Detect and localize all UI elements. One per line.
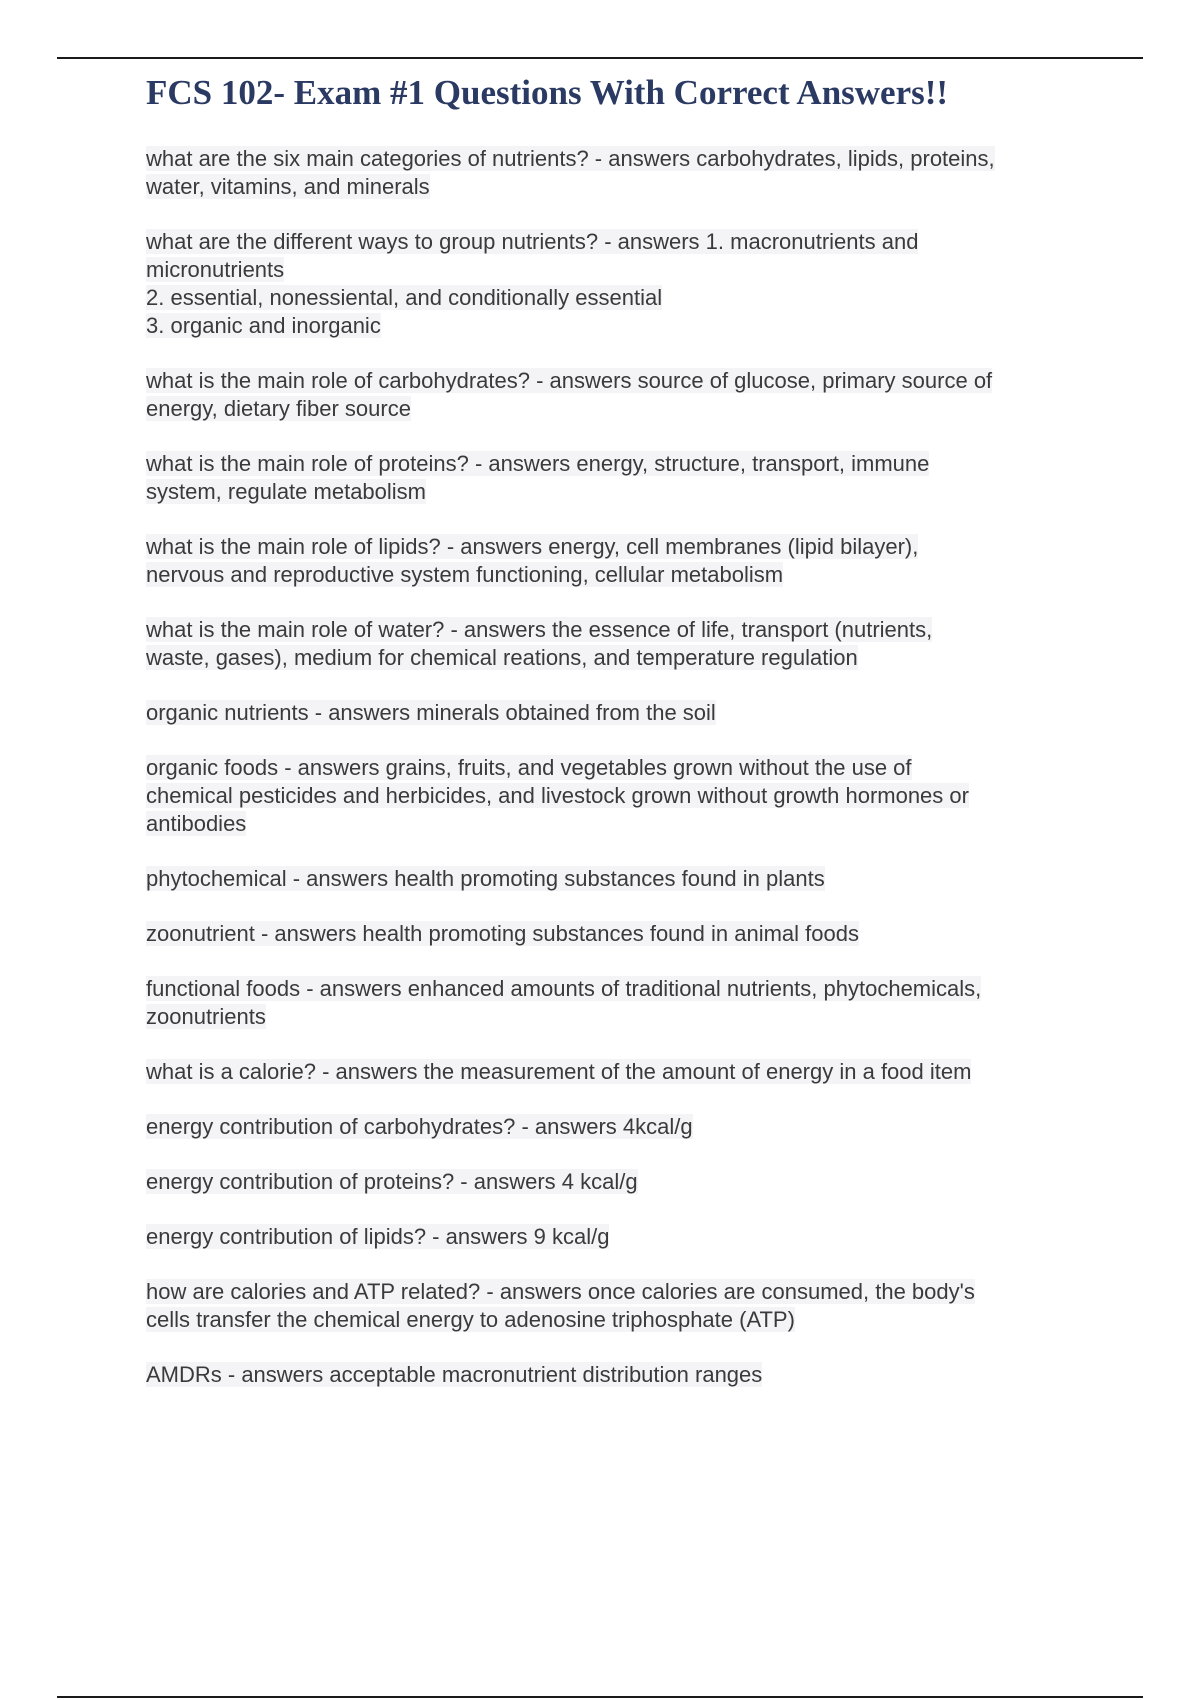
- qa-line-text: micronutrients: [146, 257, 285, 282]
- qa-line: [146, 395, 1096, 423]
- qa-line-text: energy contribution of carbohydrates? - answers 4kcal/g: [146, 1114, 693, 1139]
- qa-line-text: what is the main role of carbohydrates? - answers source of glucose, primary source of: [146, 368, 993, 393]
- qa-entry: [146, 1361, 1096, 1389]
- qa-entry: [146, 1278, 1096, 1334]
- qa-line-text: organic nutrients - answers minerals obtained from the soil: [146, 700, 716, 725]
- qa-entry: [146, 1113, 1096, 1141]
- qa-line-text: zoonutrients: [146, 1004, 266, 1029]
- qa-line: [146, 1278, 1096, 1306]
- qa-line-text: organic foods - answers grains, fruits, and vegetables grown without the use of: [146, 755, 912, 780]
- qa-list: [146, 145, 1096, 1416]
- top-rule: [57, 57, 1143, 59]
- qa-line-text: zoonutrient - answers health promoting substances found in animal foods: [146, 921, 859, 946]
- qa-line-text: energy, dietary fiber source: [146, 396, 411, 421]
- qa-entry: [146, 450, 1096, 506]
- qa-line-text: system, regulate metabolism: [146, 479, 426, 504]
- bottom-rule: [57, 1696, 1143, 1698]
- qa-line-text: antibodies: [146, 811, 247, 836]
- qa-entry: [146, 145, 1096, 201]
- document-title: FCS 102- Exam #1 Questions With Correct Answers!!: [146, 73, 949, 112]
- qa-line-text: cells transfer the chemical energy to adenosine triphosphate (ATP): [146, 1307, 795, 1332]
- qa-line: [146, 478, 1096, 506]
- qa-entry: [146, 228, 1096, 340]
- qa-line-text: chemical pesticides and herbicides, and livestock grown without growth hormones or: [146, 783, 969, 808]
- qa-line-text: functional foods - answers enhanced amounts of traditional nutrients, phytochemicals,: [146, 976, 982, 1001]
- qa-entry: [146, 367, 1096, 423]
- qa-entry: [146, 1223, 1096, 1251]
- qa-line-text: what are the six main categories of nutrients? - answers carbohydrates, lipids, proteins,: [146, 146, 995, 171]
- qa-line-text: what is the main role of lipids? - answers energy, cell membranes (lipid bilayer),: [146, 534, 919, 559]
- qa-line: [146, 228, 1096, 256]
- qa-line-text: phytochemical - answers health promoting substances found in plants: [146, 866, 825, 891]
- qa-line: [146, 1361, 1096, 1389]
- qa-entry: [146, 754, 1096, 838]
- qa-line-text: what is the main role of proteins? - answers energy, structure, transport, immune: [146, 451, 930, 476]
- qa-entry: [146, 1168, 1096, 1196]
- qa-line: [146, 256, 1096, 284]
- qa-entry: [146, 533, 1096, 589]
- qa-line: [146, 367, 1096, 395]
- qa-line: [146, 284, 1096, 312]
- qa-entry: [146, 1058, 1096, 1086]
- qa-line: [146, 810, 1096, 838]
- qa-line: [146, 173, 1096, 201]
- qa-line-text: energy contribution of lipids? - answers 9 kcal/g: [146, 1224, 610, 1249]
- qa-line: [146, 616, 1096, 644]
- qa-line-text: energy contribution of proteins? - answers 4 kcal/g: [146, 1169, 638, 1194]
- qa-line: [146, 1113, 1096, 1141]
- qa-line-text: nervous and reproductive system functioning, cellular metabolism: [146, 562, 784, 587]
- qa-line: [146, 1168, 1096, 1196]
- qa-line-text: waste, gases), medium for chemical reations, and temperature regulation: [146, 645, 858, 670]
- qa-line: [146, 561, 1096, 589]
- qa-line: [146, 644, 1096, 672]
- qa-line-text: how are calories and ATP related? - answers once calories are consumed, the body's: [146, 1279, 975, 1304]
- qa-entry: [146, 975, 1096, 1031]
- qa-line-text: 2. essential, nonessiental, and conditionally essential: [146, 285, 663, 310]
- qa-line-text: water, vitamins, and minerals: [146, 174, 430, 199]
- qa-entry: [146, 920, 1096, 948]
- qa-line-text: 3. organic and inorganic: [146, 313, 381, 338]
- qa-line: [146, 975, 1096, 1003]
- qa-line: [146, 920, 1096, 948]
- qa-line: [146, 865, 1096, 893]
- qa-line: [146, 1058, 1096, 1086]
- qa-line: [146, 1306, 1096, 1334]
- qa-line: [146, 699, 1096, 727]
- qa-line-text: what are the different ways to group nutrients? - answers 1. macronutrients and: [146, 229, 919, 254]
- qa-line: [146, 533, 1096, 561]
- qa-line: [146, 312, 1096, 340]
- qa-line: [146, 1003, 1096, 1031]
- qa-line: [146, 145, 1096, 173]
- qa-line-text: what is a calorie? - answers the measurement of the amount of energy in a food item: [146, 1059, 972, 1084]
- qa-line: [146, 782, 1096, 810]
- qa-line: [146, 1223, 1096, 1251]
- qa-line: [146, 450, 1096, 478]
- qa-entry: [146, 865, 1096, 893]
- qa-line-text: what is the main role of water? - answers the essence of life, transport (nutrients,: [146, 617, 933, 642]
- qa-entry: [146, 699, 1096, 727]
- qa-entry: [146, 616, 1096, 672]
- qa-line: [146, 754, 1096, 782]
- qa-line-text: AMDRs - answers acceptable macronutrient distribution ranges: [146, 1362, 763, 1387]
